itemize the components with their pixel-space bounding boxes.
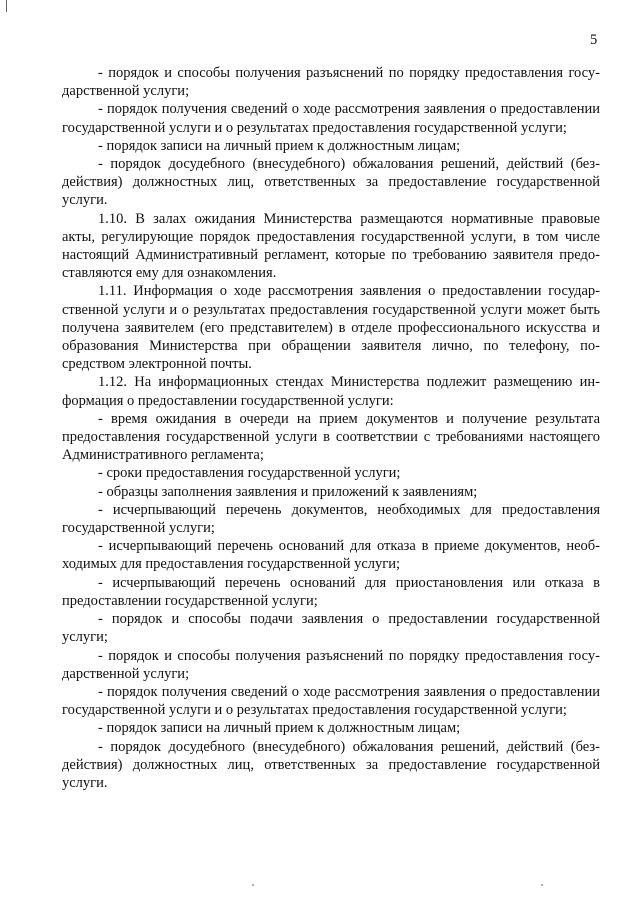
paragraph: - порядок досудебного (внесудебного) обжалования решений, действий (бездействия) должностных лиц, ответственных за предоставление государственной услуги. (62, 738, 600, 791)
page-number: 5 (590, 32, 598, 48)
paragraph: - исчерпывающий перечень документов, необходимых для предоставления государственной услуги; (62, 501, 600, 537)
paragraph: - порядок и способы получения разъяснений по порядку предоставления государственной услуги; (62, 647, 600, 682)
paragraph: - образцы заполнения заявления и приложений к заявлениям; (98, 483, 478, 500)
paragraph: - порядок получения сведений о ходе рассмотрения заявления о предоставлении государственной услуги и о результатах предоставления государственной услуги; (62, 101, 600, 136)
paragraph: - порядок и способы получения разъяснений по порядку предоставления государственной услуги; (62, 65, 600, 100)
paragraph: - время ожидания в очереди на прием документов и получение результата предоставления государственной услуги в соответствии с требованиями настоящего Административного регламента; (62, 410, 600, 464)
paragraph: - исчерпывающий перечень оснований для приостановления или отказа в предоставлении государственной услуги; (62, 574, 600, 609)
paragraph: - порядок досудебного (внесудебного) обжалования решений, действий (бездействия) должностных лиц, ответственных за предоставление государственной услуги. (62, 156, 600, 209)
paragraph: - исчерпывающий перечень оснований для отказа в приеме документов, необходимых для предоставления государственной услуги; (62, 538, 600, 573)
document-body (62, 64, 600, 792)
paragraph: 1.10. В залах ожидания Министерства размещаются нормативные правовые акты, регулирующие порядок предоставления государственной услуги, в том числе настоящий Административный регламент, которые по требованию заявителя предоставляются ему для ознакомления. (62, 210, 600, 282)
scan-speck (541, 884, 543, 886)
paragraph: - порядок и способы подачи заявления о предоставлении государственной услуги; (62, 611, 600, 646)
scan-speck (252, 884, 254, 886)
paragraph: - порядок записи на личный прием к должностным лицам; (98, 720, 461, 737)
paragraph: - порядок записи на личный прием к должностным лицам; (98, 137, 461, 154)
scan-mark (6, 0, 7, 12)
paragraph: 1.12. На информационных стендах Министерства подлежит размещению информация о предоставлении государственной услуги: (62, 374, 600, 409)
paragraph: - порядок получения сведений о ходе рассмотрения заявления о предоставлении государственной услуги и о результатах предоставления государственной услуги; (62, 683, 600, 719)
paragraph: 1.11. Информация о ходе рассмотрения заявления о предоставлении государственной услуги и о результатах предоставления государственной услуги может быть получена заявителем (его представителем) в отделе профессионального искусства и образования Министерства при обращении заявителя лично, по телефону, посредством электронной почты. (62, 283, 600, 373)
paragraph: - сроки предоставления государственной услуги; (98, 465, 401, 482)
